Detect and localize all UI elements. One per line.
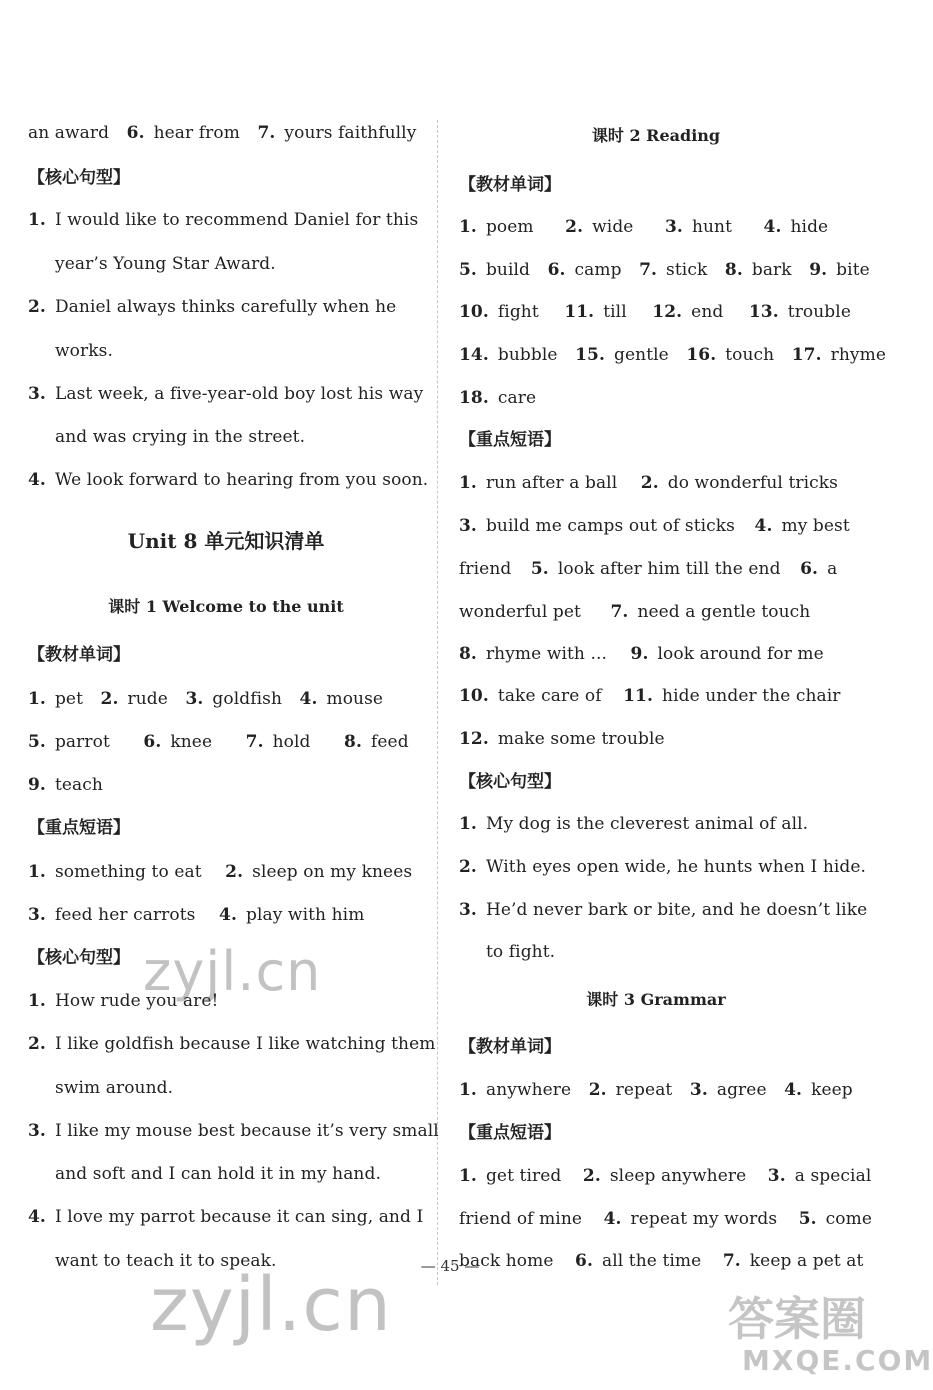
phrase-line [459, 471, 838, 495]
word-text: till [603, 302, 627, 322]
item-number: 4. [28, 1207, 46, 1227]
sentence-line: year’s Young Star Award. [55, 254, 276, 274]
phrase-text: sleep on my knees [252, 862, 413, 882]
lesson-title: 课时 2 Reading [591, 126, 721, 145]
phrase-text: run after a ball [485, 473, 618, 493]
word-text: goldfish [212, 689, 283, 709]
item-number: 6. [547, 260, 566, 280]
sentence-text: Daniel always thinks carefully when he [54, 297, 397, 317]
word-text: teach [54, 775, 103, 795]
word-text: rhyme [830, 345, 887, 365]
sentence-text: I love my parrot because it can sing, and I [54, 1207, 424, 1227]
sentence-line [28, 1205, 423, 1229]
item-number: 3. [28, 905, 46, 925]
item-number: 1. [28, 210, 46, 230]
word-text: end [691, 302, 724, 322]
section-heading: 【教材单词】 [459, 1037, 561, 1057]
word-text: anywhere [485, 1080, 572, 1100]
item-number: 5. [798, 1209, 817, 1229]
word-text: hold [272, 732, 311, 752]
phrase-text: hear from [153, 123, 240, 143]
phrase-line [459, 684, 841, 708]
phrase-text: keep a pet at [749, 1251, 864, 1271]
item-number: 4. [754, 516, 773, 536]
phrase-line [28, 860, 412, 884]
unit-title: Unit 8 单元知识清单 [127, 529, 325, 553]
item-number: 10. [459, 686, 489, 706]
item-number: 3. [459, 516, 477, 536]
word-line [459, 1078, 853, 1102]
sentence-text: He’d never bark or bite, and he doesn’t like [485, 900, 868, 920]
word-text: feed [370, 732, 409, 752]
item-number: 3. [689, 1080, 708, 1100]
phrase-text: do wonderful tricks [667, 473, 838, 493]
item-number: 2. [459, 857, 477, 877]
item-number: 4. [784, 1080, 803, 1100]
word-line [459, 343, 886, 367]
item-number: 7. [610, 602, 629, 622]
item-number: 4. [219, 905, 237, 925]
item-number: 1. [28, 991, 46, 1011]
item-number: 3. [459, 900, 477, 920]
item-number: 7. [257, 123, 276, 143]
item-number: 3. [28, 1121, 46, 1141]
item-number: 7. [245, 732, 264, 752]
sentence-text: I like goldfish because I like watching them [54, 1034, 436, 1054]
sentence-line [28, 382, 423, 406]
sentence-text: We look forward to hearing from you soon. [54, 470, 429, 490]
word-line [459, 300, 851, 324]
item-number: 5. [28, 732, 46, 752]
lesson-title: 课时 3 Grammar [586, 990, 726, 1009]
sentence-text: Last week, a five-year-old boy lost his way [54, 384, 424, 404]
word-line [28, 730, 409, 754]
word-text: stick [666, 260, 708, 280]
sentence-line: to fight. [486, 942, 556, 962]
phrase-line [459, 727, 665, 751]
section-heading: 【核心句型】 [28, 168, 130, 188]
sentence-line [28, 1032, 435, 1056]
phrase-text: something to eat [54, 862, 202, 882]
phrase-text: yours faithfully [284, 123, 417, 143]
phrase-text: an award [28, 123, 110, 143]
word-line [28, 687, 383, 711]
phrase-text: a special [794, 1166, 872, 1186]
word-text: hide [790, 217, 829, 237]
phrase-text: repeat my words [630, 1209, 778, 1229]
item-number: 1. [28, 862, 46, 882]
sentence-text: I would like to recommend Daniel for this [54, 210, 419, 230]
phrase-line [28, 121, 416, 145]
item-number: 2. [28, 1034, 46, 1054]
item-number: 2. [225, 862, 244, 882]
phrase-line [459, 1207, 872, 1231]
item-number: 4. [763, 217, 782, 237]
word-text: agree [716, 1080, 767, 1100]
word-text: gentle [614, 345, 669, 365]
word-text: rude [127, 689, 168, 709]
sentence-line: and soft and I can hold it in my hand. [55, 1164, 381, 1184]
sentence-line [459, 898, 867, 922]
word-text: pet [54, 689, 84, 709]
phrase-text: take care of [497, 686, 602, 706]
phrase-text: friend [459, 559, 512, 579]
watermark-url: MXQE.COM [742, 1344, 933, 1377]
word-text: trouble [787, 302, 851, 322]
item-number: 11. [564, 302, 595, 322]
item-number: 6. [800, 559, 819, 579]
word-text: knee [170, 732, 213, 752]
item-number: 2. [565, 217, 584, 237]
word-text: touch [725, 345, 775, 365]
item-number: 9. [630, 644, 649, 664]
item-number: 8. [344, 732, 362, 752]
item-number: 6. [143, 732, 162, 752]
item-number: 2. [100, 689, 119, 709]
section-heading: 【核心句型】 [459, 772, 561, 792]
word-text: build [485, 260, 531, 280]
item-number: 7. [722, 1251, 741, 1271]
lesson-title: 课时 1 Welcome to the unit [108, 597, 344, 616]
phrase-text: look around for me [657, 644, 824, 664]
sentence-line [459, 855, 866, 879]
sentence-text: With eyes open wide, he hunts when I hide. [485, 857, 867, 877]
word-text: bite [836, 260, 870, 280]
word-text: hunt [691, 217, 733, 237]
phrase-text: wonderful pet [459, 602, 581, 622]
word-text: keep [811, 1080, 853, 1100]
item-number: 8. [724, 260, 743, 280]
word-line [459, 215, 828, 239]
item-number: 9. [809, 260, 828, 280]
phrase-text: feed her carrots [54, 905, 196, 925]
word-text: mouse [326, 689, 384, 709]
item-number: 4. [28, 470, 46, 490]
phrase-text: get tired [485, 1166, 562, 1186]
phrase-text: my best [781, 516, 850, 536]
sentence-line: works. [55, 341, 113, 361]
phrase-text: friend of mine [459, 1209, 583, 1229]
phrase-text: come [825, 1209, 872, 1229]
item-number: 4. [299, 689, 318, 709]
sentence-text: I like my mouse best because it’s very small [54, 1121, 439, 1141]
item-number: 3. [664, 217, 683, 237]
item-number: 13. [748, 302, 779, 322]
phrase-line [459, 642, 824, 666]
phrase-text: need a gentle touch [637, 602, 811, 622]
phrase-line [459, 557, 837, 581]
section-heading: 【教材单词】 [28, 645, 130, 665]
word-text: bubble [497, 345, 558, 365]
item-number: 1. [459, 1166, 477, 1186]
phrase-text: hide under the chair [662, 686, 841, 706]
item-number: 17. [791, 345, 822, 365]
sentence-line: swim around. [55, 1078, 174, 1098]
item-number: 5. [530, 559, 549, 579]
item-number: 18. [459, 388, 489, 408]
item-number: 2. [640, 473, 659, 493]
word-text: repeat [615, 1080, 673, 1100]
section-heading: 【重点短语】 [459, 430, 561, 450]
phrase-text: make some trouble [497, 729, 665, 749]
item-number: 6. [575, 1251, 593, 1271]
item-number: 4. [603, 1209, 622, 1229]
phrase-text: a [827, 559, 838, 579]
word-text: camp [574, 260, 622, 280]
item-number: 1. [459, 1080, 477, 1100]
item-number: 12. [459, 729, 489, 749]
sentence-line [28, 295, 396, 319]
section-heading: 【重点短语】 [28, 818, 130, 838]
phrase-text: sleep anywhere [609, 1166, 747, 1186]
item-number: 3. [767, 1166, 786, 1186]
item-number: 16. [686, 345, 717, 365]
phrase-text: back home [459, 1251, 554, 1271]
item-number: 12. [652, 302, 683, 322]
column-divider [437, 120, 438, 1285]
word-text: poem [485, 217, 534, 237]
sentence-line: want to teach it to speak. [55, 1251, 277, 1271]
item-number: 2. [588, 1080, 607, 1100]
sentence-line: and was crying in the street. [55, 427, 306, 447]
sentence-line [459, 812, 808, 836]
section-heading: 【重点短语】 [459, 1123, 561, 1143]
sentence-line [28, 468, 428, 492]
item-number: 3. [185, 689, 204, 709]
phrase-line [28, 903, 364, 927]
item-number: 1. [459, 217, 477, 237]
section-heading: 【核心句型】 [28, 948, 130, 968]
item-number: 1. [28, 689, 46, 709]
item-number: 10. [459, 302, 489, 322]
word-text: bark [751, 260, 792, 280]
item-number: 3. [28, 384, 46, 404]
item-number: 5. [459, 260, 477, 280]
watermark-logo: 答案圈 [728, 1292, 866, 1346]
phrase-text: play with him [245, 905, 365, 925]
section-heading: 【教材单词】 [459, 175, 561, 195]
word-line [28, 773, 103, 797]
watermark: zyjl.cn [150, 1262, 392, 1348]
phrase-line [459, 1164, 871, 1188]
phrase-text: all the time [601, 1251, 702, 1271]
page-number: — 45 — [420, 1257, 480, 1275]
sentence-text: How rude you are! [54, 991, 219, 1011]
word-line [459, 258, 870, 282]
word-text: fight [497, 302, 539, 322]
word-text: care [497, 388, 537, 408]
item-number: 6. [126, 123, 145, 143]
item-number: 15. [575, 345, 605, 365]
item-number: 14. [459, 345, 489, 365]
phrase-text: look after him till the end [557, 559, 781, 579]
item-number: 11. [623, 686, 654, 706]
item-number: 2. [582, 1166, 601, 1186]
item-number: 8. [459, 644, 477, 664]
item-number: 7. [639, 260, 658, 280]
item-number: 1. [459, 473, 477, 493]
phrase-text: build me camps out of sticks [485, 516, 736, 536]
item-number: 2. [28, 297, 46, 317]
phrase-line [459, 600, 810, 624]
word-line [459, 386, 536, 410]
word-text: wide [592, 217, 634, 237]
phrase-line [459, 514, 850, 538]
item-number: 9. [28, 775, 46, 795]
watermark: zyjl.cn [143, 940, 322, 1003]
sentence-line [28, 1119, 439, 1143]
sentence-line [28, 208, 418, 232]
phrase-text: rhyme with ... [485, 644, 608, 664]
sentence-text: My dog is the cleverest animal of all. [485, 814, 809, 834]
item-number: 1. [459, 814, 477, 834]
word-text: parrot [54, 732, 110, 752]
